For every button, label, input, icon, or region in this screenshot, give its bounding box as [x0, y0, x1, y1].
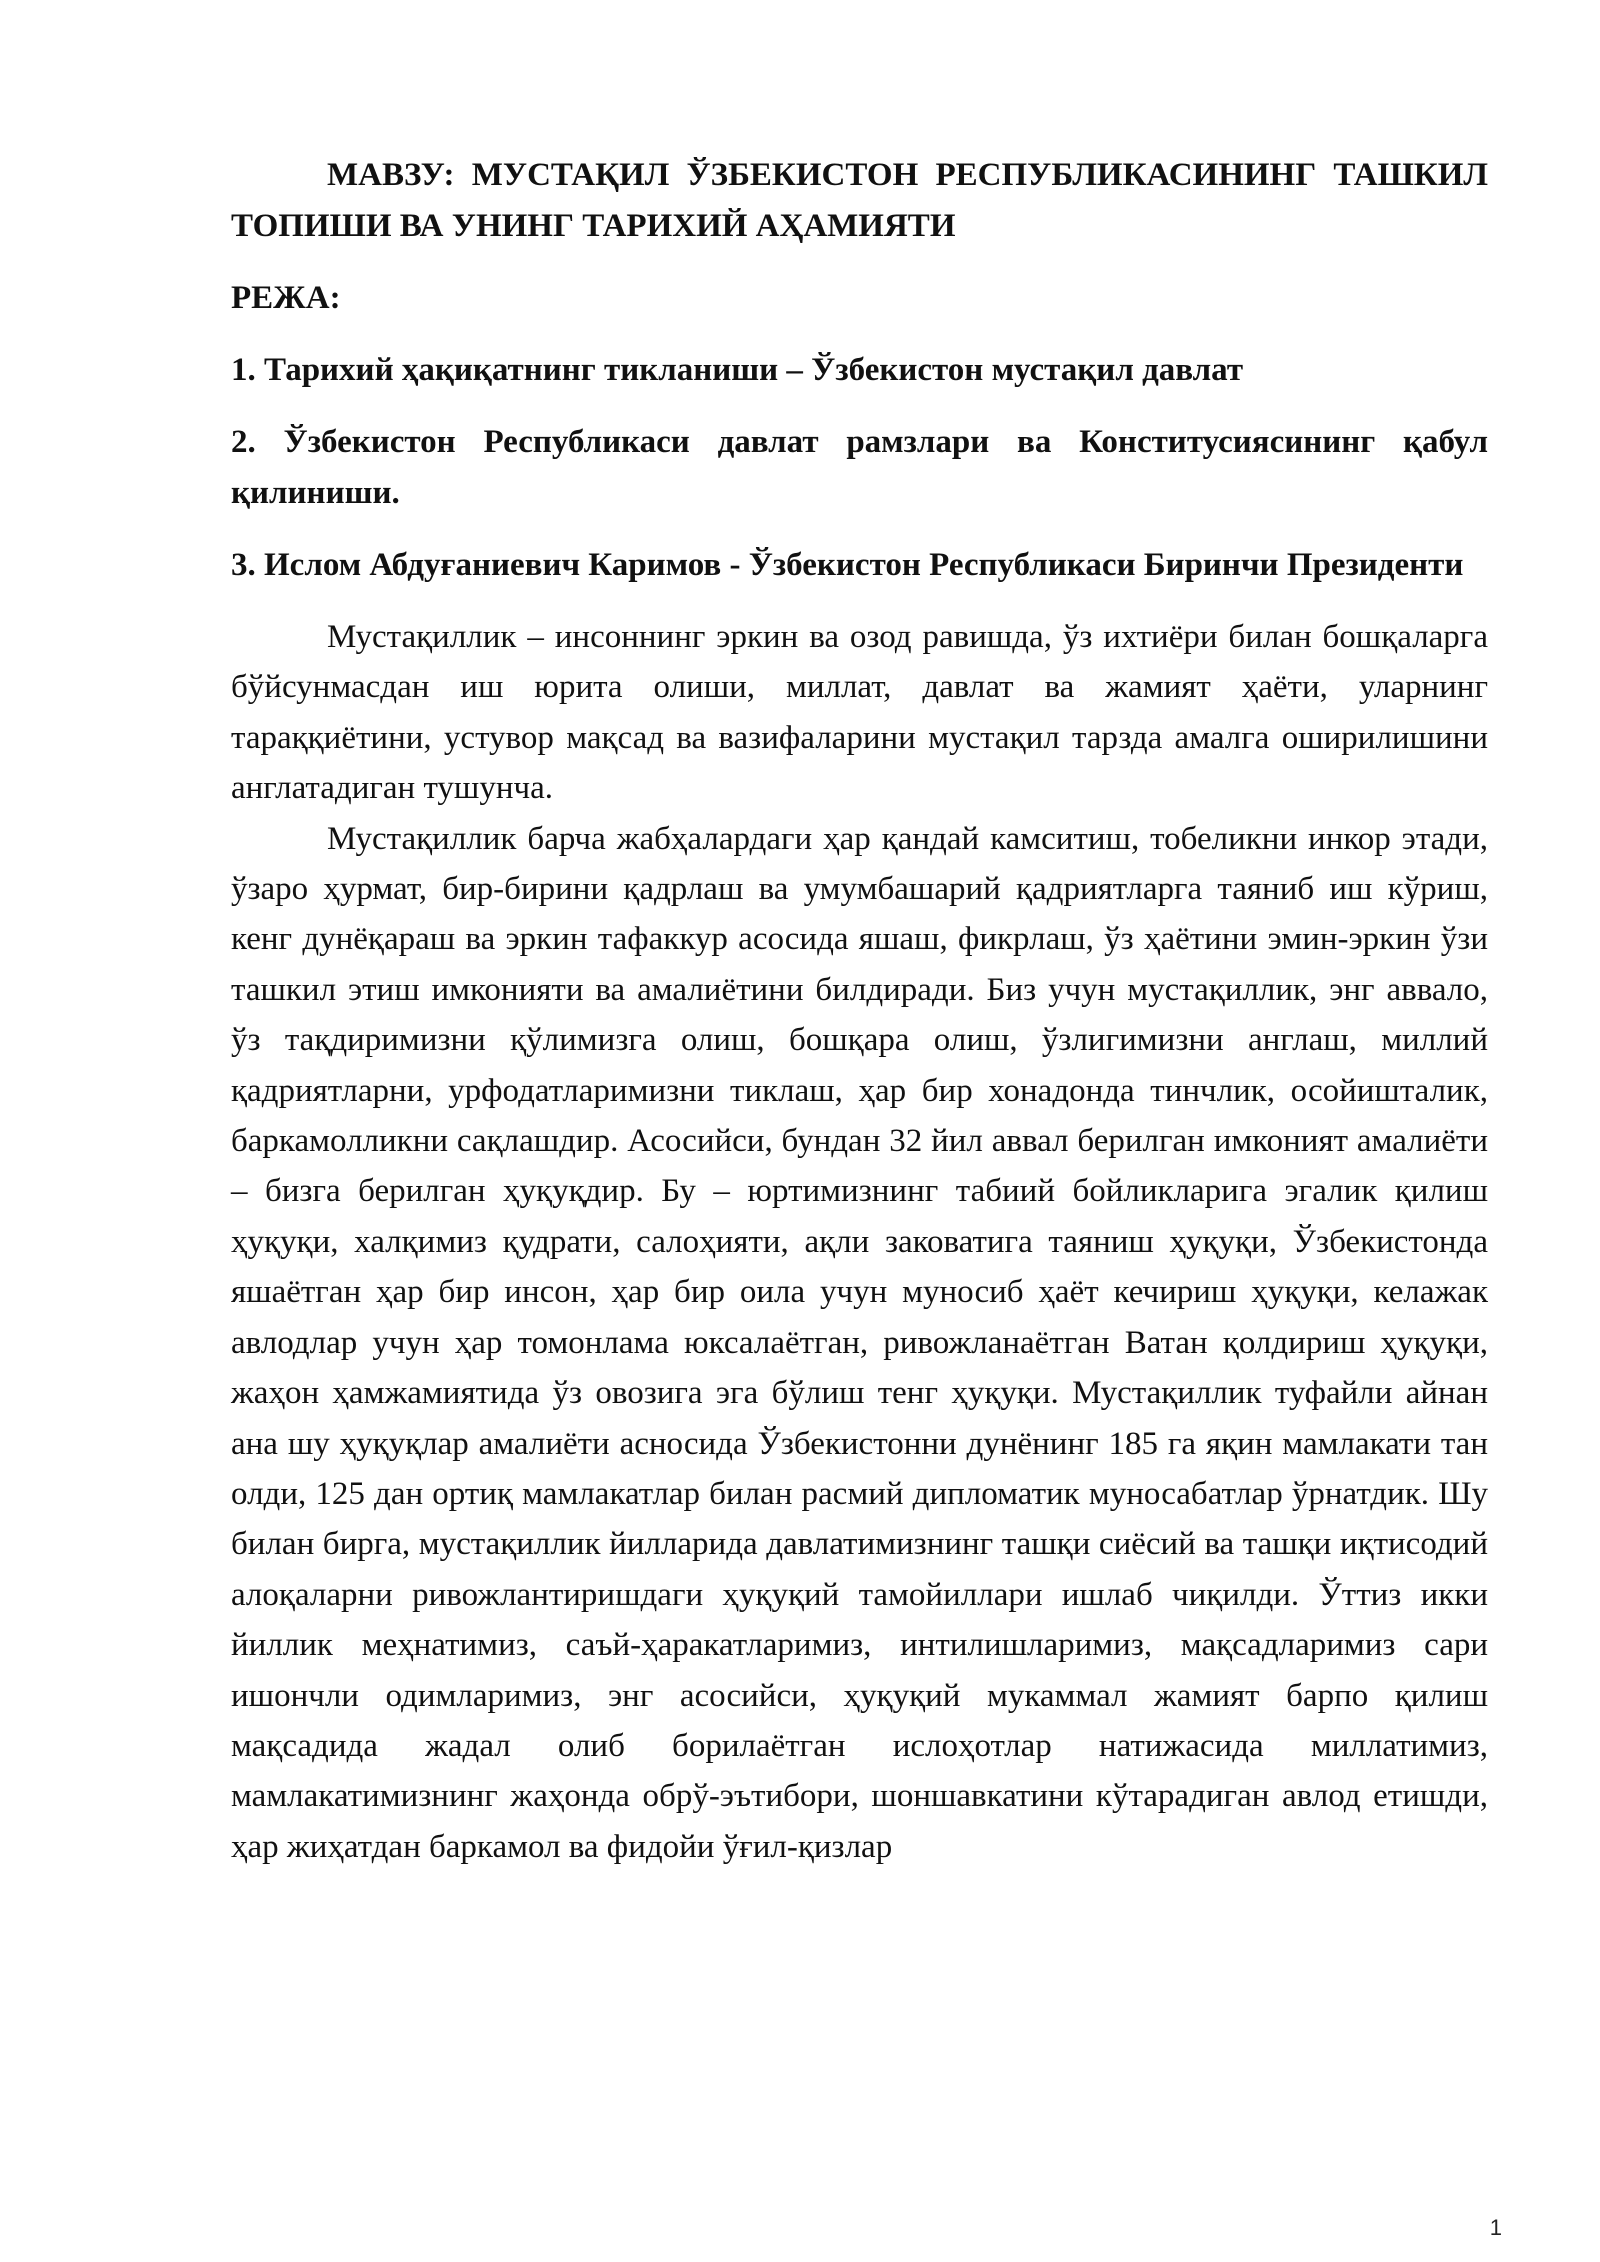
page-number: 1	[1489, 2215, 1502, 2240]
body-paragraph-2: Мустақиллик барча жабҳалардаги ҳар қандай камситиш, тобеликни инкор этади, ўзаро ҳурмат, бир-бирини қадрлаш ва умумбашарий қадриятларга таяниб иш кўриш, кенг дунёқараш ва эркин тафаккур асосида яшаш, фикрлаш, ўз ҳаётини эмин-эркин ўзи ташкил этиш имконияти ва амалиётини билдиради. Биз учун мустақиллик, энг аввало, ўз тақдиримизни қўлимизга олиш, бошқара олиш, ўзлигимизни англаш, миллий қадриятларни, урфодатларимизни тиклаш, ҳар бир хонадонда тинчлик, осойишталик, баркамолликни сақлашдир. Асосийси, бундан 32 йил аввал берилган имконият амалиёти – бизга берилган ҳуқуқдир. Бу – юртимизнинг табиий бойликларига эгалик қилиш ҳуқуқи, халқимиз қудрати, салоҳияти, ақли заковатига таяниш ҳуқуқи, Ўзбекистонда яшаётган ҳар бир инсон, ҳар бир оила учун муносиб ҳаёт кечириш ҳуқуқи, келажак авлодлар учун ҳар томонлама юксалаётган, ривожланаётган Ватан қолдириш ҳуқуқи, жаҳон ҳамжамиятида ўз овозига эга бўлиш тенг ҳуқуқи. Мустақиллик туфайли айнан ана шу ҳуқуқлар амалиёти асносида Ўзбекистонни дунёнинг 185 га яқин мамлакати тан олди, 125 дан ортиқ мамлакатлар билан расмий дипломатик муносабатлар ўрнатдик. Шу билан бирга, мустақиллик йилларида давлатимизнинг ташқи сиёсий ва ташқи иқтисодий алоқаларни ривожлантиришдаги ҳуқуқий тамойиллари ишлаб чиқилди. Ўттиз икки йиллик меҳнатимиз, саъй-ҳаракатларимиз, интилишларимиз, мақсадларимиз сари ишончли одимларимиз, энг асосийси, ҳуқуқий мукаммал жамият барпо қилиш мақсадида жадал олиб борилаётган ислоҳотлар натижасида миллатимиз, мамлакатимизнинг жаҳонда обрў-эътибори, шоншавкатини кўтарадиган авлод етишди, ҳар жиҳатдан баркамол ва фидойи ўғил-қизлар	[231, 820, 1488, 1865]
body-paragraph-1: Мустақиллик – инсоннинг эркин ва озод равишда, ўз ихтиёри билан бошқаларга бўйсунмасдан иш юрита олиши, миллат, давлат ва жамият ҳаёти, уларнинг тараққиётини, устувор мақсад ва вазифаларини мустақил тарзда амалга оширилишини англатадиган тушунча.	[231, 619, 1488, 807]
plan-heading: РЕЖА:	[231, 280, 341, 316]
plan-item-2: 2. Ўзбекистон Республикаси давлат рамзлари ва Конститусиясининг қабул қилиниши.	[231, 424, 1488, 511]
document-title: МАВЗУ: МУСТАҚИЛ ЎЗБЕКИСТОН РЕСПУБЛИКАСИНИНГ ТАШКИЛ ТОПИШИ ВА УНИНГ ТАРИХИЙ АҲАМИЯТИ	[231, 157, 1488, 244]
document-page	[231, 150, 1488, 1872]
plan-item-1: 1. Тарихий ҳақиқатнинг тикланиши – Ўзбекистон мустақил давлат	[231, 352, 1244, 388]
plan-item-3: 3. Ислом Абдуғаниевич Каримов - Ўзбекистон Республикаси Биринчи Президенти	[231, 547, 1464, 583]
